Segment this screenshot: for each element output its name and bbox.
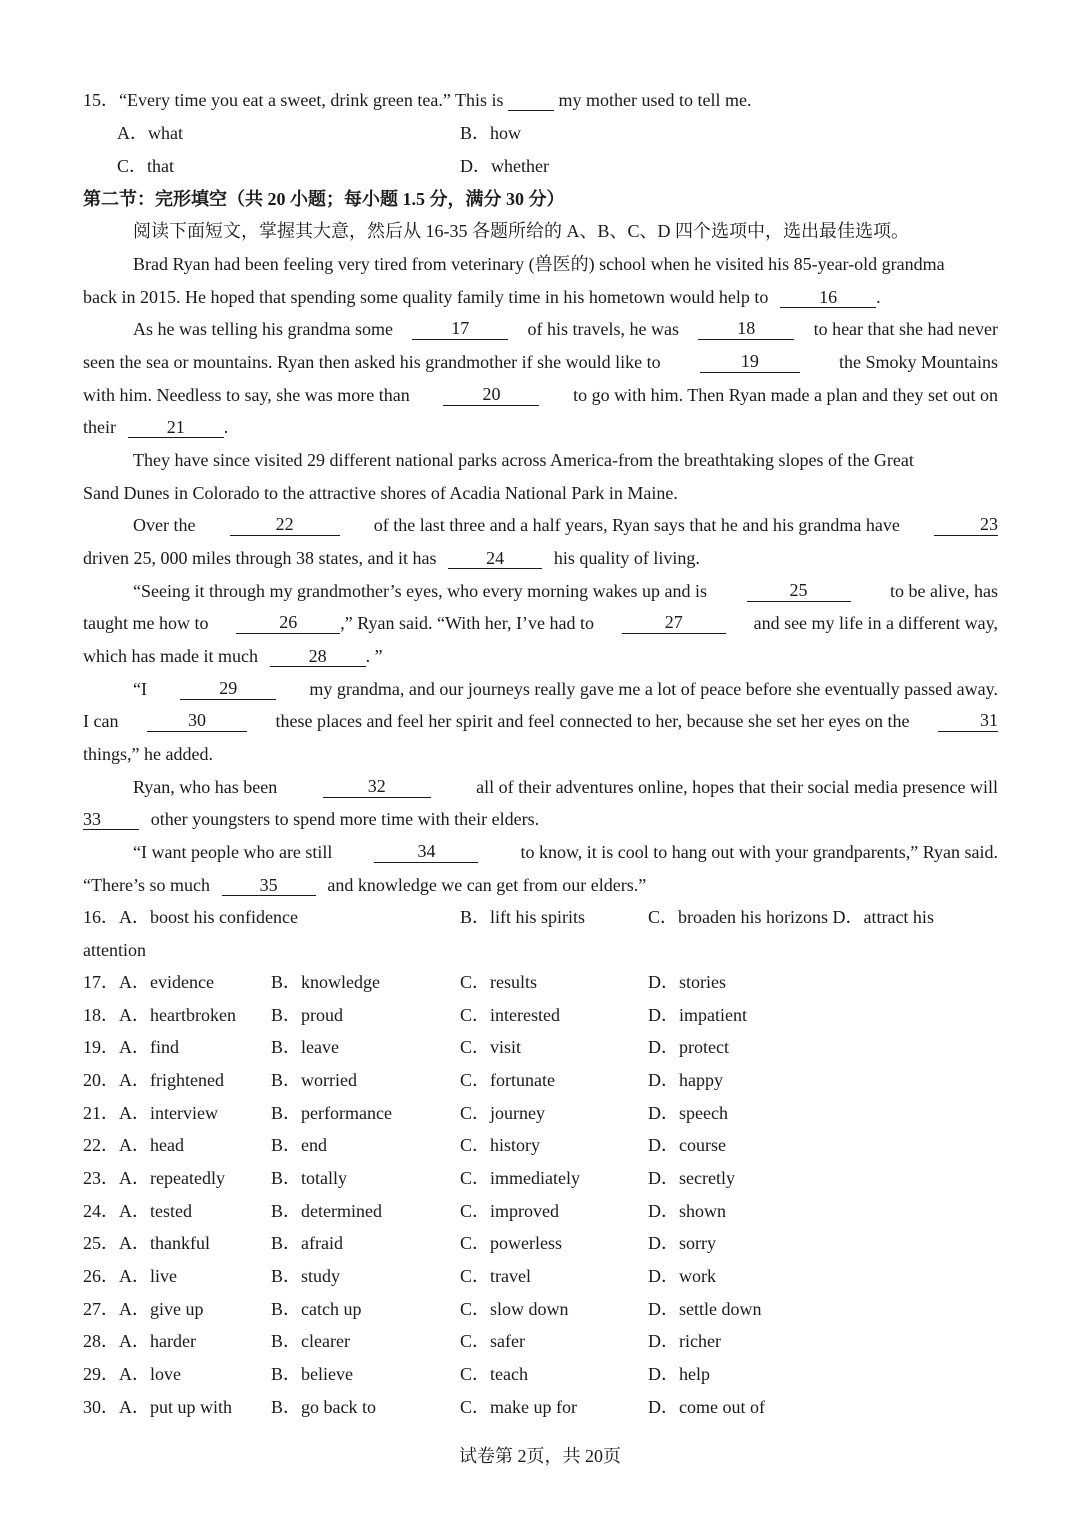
blank-24: 24 (448, 548, 542, 569)
passage-line (83, 612, 998, 634)
passage-text: . ” (365, 646, 383, 666)
question-15-stem (83, 89, 752, 111)
option-28-a: 28．A．harder (83, 1331, 196, 1351)
option-25-b: B．afraid (271, 1233, 343, 1253)
blank-32: 32 (323, 776, 431, 798)
passage-text: with him. Needless to say, she was more than (83, 385, 410, 405)
page-footer: 试卷第 2页，共 20页 (459, 1446, 621, 1466)
passage-line (83, 874, 646, 896)
option-28-b: B．clearer (271, 1331, 350, 1351)
passage-text: “Seeing it through my grandmother’s eyes, who every morning wakes up and is (133, 581, 708, 601)
passage-text: Brad Ryan had been feeling very tired from veterinary (兽医的) school when he visited his 85-year-old grandma (133, 254, 945, 274)
option-18-b: B．proud (271, 1005, 343, 1025)
passage-text: which has made it much (83, 646, 258, 666)
passage-line (83, 547, 700, 569)
option-17-b: B．knowledge (271, 972, 380, 992)
blank-34: 34 (374, 841, 478, 863)
passage-text: “I want people who are still (133, 842, 333, 862)
punctuation: . (876, 287, 881, 307)
passage-text: of the last three and a half years, Ryan says that he and his grandma have (373, 515, 900, 535)
option-22-b: B．end (271, 1135, 327, 1155)
passage-text: all of their adventures online, hopes that their social media presence will (476, 777, 998, 797)
option-29-b: B．believe (271, 1364, 353, 1384)
blank-28: 28 (270, 646, 366, 667)
option-22-d: D．course (648, 1135, 726, 1155)
option-19-d: D．protect (648, 1037, 729, 1057)
blank-35: 35 (222, 875, 316, 896)
option-17-a: 17．A．evidence (83, 972, 214, 992)
option-20-b: B．worried (271, 1070, 357, 1090)
option-23-a: 23．A．repeatedly (83, 1168, 225, 1188)
q15-option-b: B．how (460, 123, 522, 143)
blank-22: 22 (230, 514, 340, 536)
option-26-b: B．study (271, 1266, 341, 1286)
option-26-c: C．travel (460, 1266, 531, 1286)
option-29-a: 29．A．love (83, 1364, 181, 1384)
option-29-c: C．teach (460, 1364, 528, 1384)
section-heading: 第二节：完形填空（共 20 小题；每小题 1.5 分，满分 30 分） (83, 189, 565, 209)
passage-text: and see my life in a different way, (753, 613, 998, 633)
option-26-a: 26．A．live (83, 1266, 177, 1286)
passage-text: I can (83, 711, 119, 731)
passage-line (83, 416, 228, 438)
q15-option-d: D．whether (460, 156, 549, 176)
blank-25: 25 (747, 580, 851, 602)
passage-line (133, 449, 998, 471)
option-30-a: 30．A．put up with (83, 1397, 233, 1417)
option-27-d: D．settle down (648, 1299, 762, 1319)
blank-23: 23 (934, 514, 998, 536)
option-18-d: D．impatient (648, 1005, 747, 1025)
option-19-b: B．leave (271, 1037, 339, 1057)
blank-27: 27 (622, 612, 726, 634)
blank-17: 17 (412, 318, 508, 340)
option-18-c: C．interested (460, 1005, 560, 1025)
answer-blank (508, 90, 554, 111)
blank-21: 21 (128, 417, 224, 438)
option-23-b: B．totally (271, 1168, 347, 1188)
passage-text: back in 2015. He hoped that spending some quality family time in his hometown would help to (83, 287, 769, 307)
passage-text: seen the sea or mountains. Ryan then asked his grandmother if she would like to (83, 352, 661, 372)
passage-text: their (83, 417, 116, 437)
passage-line (133, 678, 998, 700)
blank-29: 29 (180, 678, 276, 700)
passage-text: to know, it is cool to hang out with your grandparents,” Ryan said. (520, 842, 998, 862)
passage-text: my grandma, and our journeys really gave me a lot of peace before she eventually passed away. (309, 679, 998, 699)
blank-18: 18 (698, 318, 794, 340)
option-17-c: C．results (460, 972, 538, 992)
option-28-d: D．richer (648, 1331, 721, 1351)
blank-20: 20 (443, 384, 539, 406)
option-20-c: C．fortunate (460, 1070, 555, 1090)
option-30-b: B．go back to (271, 1397, 376, 1417)
option-21-d: D．speech (648, 1103, 728, 1123)
passage-text: Ryan, who has been (133, 777, 278, 797)
passage-text: As he was telling his grandma some (133, 319, 393, 339)
option-22-c: C．history (460, 1135, 541, 1155)
passage-text: the Smoky Mountains (838, 352, 998, 372)
passage-line (133, 253, 998, 275)
option-28-c: C．safer (460, 1331, 525, 1351)
passage-line (133, 580, 998, 602)
passage-text: ,” Ryan said. “With her, I’ve had to (340, 613, 595, 633)
option-18-a: 18．A．heartbroken (83, 1005, 236, 1025)
option-30-c: C．make up for (460, 1397, 577, 1417)
option-20-a: 20．A．frightened (83, 1070, 224, 1090)
blank-26: 26 (236, 612, 340, 634)
option-22-a: 22．A．head (83, 1135, 184, 1155)
q16-option-continuation: attention (83, 940, 146, 960)
passage-text: Over the (133, 515, 196, 535)
passage-text: “There’s so much (83, 875, 210, 895)
option-24-a: 24．A．tested (83, 1201, 192, 1221)
option-24-c: C．improved (460, 1201, 559, 1221)
passage-text: to hear that she had never (813, 319, 998, 339)
passage-text: driven 25, 000 miles through 38 states, and it has (83, 548, 437, 568)
passage-line (83, 384, 998, 406)
blank-30: 30 (147, 710, 247, 732)
q16-option-cd: C．broaden his horizons D．attract his (648, 907, 934, 927)
blank-19: 19 (700, 351, 800, 373)
blank-33: 33 (83, 809, 139, 830)
passage-text: They have since visited 29 different national parks across America-from the breathtaking slopes of the Great (133, 450, 914, 470)
punctuation: . (223, 417, 229, 437)
stem-text: my mother used to tell me. (558, 90, 752, 110)
passage-text: “I (133, 679, 147, 699)
passage-line (133, 514, 998, 536)
option-26-d: D．work (648, 1266, 716, 1286)
option-20-d: D．happy (648, 1070, 723, 1090)
option-30-d: D．come out of (648, 1397, 765, 1417)
passage-text: to go with him. Then Ryan made a plan and they set out on (573, 385, 998, 405)
passage-text: taught me how to (83, 613, 209, 633)
option-25-a: 25．A．thankful (83, 1233, 210, 1253)
option-21-b: B．performance (271, 1103, 392, 1123)
option-24-b: B．determined (271, 1201, 382, 1221)
blank-31: 31 (938, 710, 998, 732)
option-29-d: D．help (648, 1364, 710, 1384)
passage-text: his quality of living. (553, 548, 700, 568)
option-17-d: D．stories (648, 972, 726, 992)
passage-line (133, 776, 998, 798)
option-23-c: C．immediately (460, 1168, 580, 1188)
passage-text: to be alive, has (890, 581, 998, 601)
q16-option-a: 16．A．boost his confidence (83, 907, 298, 927)
passage-line (83, 286, 881, 308)
passage-line: Sand Dunes in Colorado to the attractive shores of Acadia National Park in Maine. (83, 483, 678, 503)
passage-text: other youngsters to spend more time with their elders. (150, 809, 540, 829)
option-27-a: 27．A．give up (83, 1299, 204, 1319)
option-25-d: D．sorry (648, 1233, 716, 1253)
passage-line (133, 318, 998, 340)
option-19-c: C．visit (460, 1037, 522, 1057)
passage-line (133, 841, 998, 863)
passage-text: these places and feel her spirit and feel connected to her, because she set her eyes on the (275, 711, 910, 731)
passage-line (83, 710, 998, 732)
option-25-c: C．powerless (460, 1233, 562, 1253)
option-19-a: 19．A．find (83, 1037, 179, 1057)
option-24-d: D．shown (648, 1201, 727, 1221)
q15-option-c: C．that (117, 156, 174, 176)
q15-option-a: A．what (117, 123, 183, 143)
stem-text: 15．“Every time you eat a sweet, drink green tea.” This is (83, 90, 504, 110)
option-21-c: C．journey (460, 1103, 545, 1123)
passage-text: and knowledge we can get from our elders.” (327, 875, 647, 895)
option-27-c: C．slow down (460, 1299, 569, 1319)
option-21-a: 21．A．interview (83, 1103, 218, 1123)
passage-line (83, 645, 383, 667)
passage-text: of his travels, he was (527, 319, 679, 339)
passage-line: things,” he added. (83, 744, 213, 764)
passage-line (83, 351, 998, 373)
option-27-b: B．catch up (271, 1299, 362, 1319)
blank-16: 16 (780, 287, 876, 308)
blank-26-group (236, 612, 594, 634)
q16-option-b: B．lift his spirits (460, 907, 586, 927)
section-instruction: 阅读下面短文，掌握其大意，然后从 16-35 各题所给的 A、B、C、D 四个选项中，选出最佳选项。 (133, 221, 909, 241)
option-23-d: D．secretly (648, 1168, 735, 1188)
passage-line (83, 808, 539, 830)
